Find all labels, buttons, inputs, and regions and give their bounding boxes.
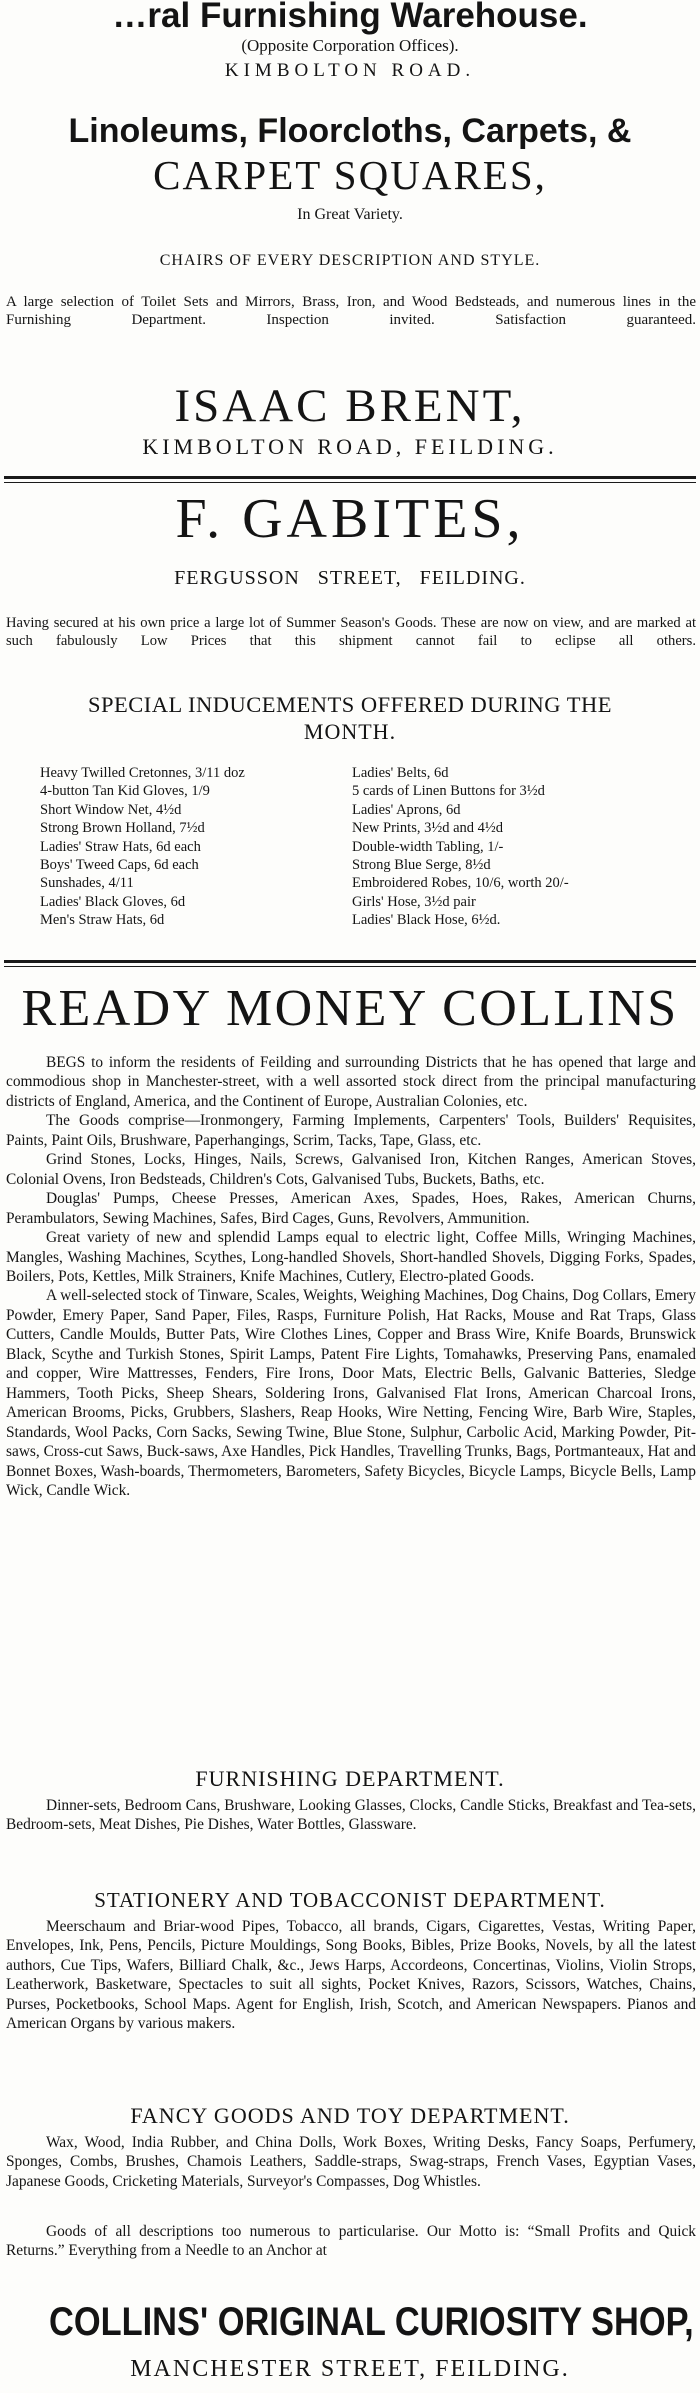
furnishing-department-text — [0, 1796, 700, 1835]
gabites-special-line1: SPECIAL INDUCEMENTS OFFERED DURING THE — [87, 692, 613, 717]
price-item-right: 5 cards of Linen Buttons for 3½d — [352, 783, 545, 800]
stationery-department-text — [0, 1917, 700, 2034]
brent-products: Linoleums, Floorcloths, Carpets, & — [68, 112, 632, 150]
collins-paragraph: Douglas' Pumps, Cheese Presses, American Axes, Spades, Hoes, Rakes, American Churns, Perambulators, Sewing Machines, Safes, Bird Cages, Guns, Revolvers, Ammunition. — [6, 1190, 696, 1227]
price-item-left: 4-button Tan Kid Gloves, 1/9 — [40, 783, 210, 800]
brent-chairs: CHAIRS OF EVERY DESCRIPTION AND STYLE. — [159, 252, 541, 269]
fancy-goods-department-text — [0, 2133, 700, 2191]
gabites-address: FERGUSSON STREET, FEILDING. — [174, 567, 526, 589]
collins-shop-name: COLLINS' ORIGINAL CURIOSITY SHOP, — [49, 2300, 694, 2344]
price-item-right: Ladies' Black Hose, 6½d. — [352, 912, 501, 929]
collins-paragraph: Grind Stones, Locks, Hinges, Nails, Screws, Galvanised Iron, Kitchen Ranges, American Stoves, Colonial Ovens, Iron Bedsteads, Children's Cots, Galvanised Tubs, Buckets, Baths, etc. — [6, 1151, 696, 1188]
section-divider — [4, 960, 696, 963]
brent-opposite: (Opposite Corporation Offices). — [241, 36, 459, 55]
gabites-special-line2: MONTH. — [303, 719, 397, 744]
stationery-department-title: STATIONERY AND TOBACCONIST DEPARTMENT. — [94, 1888, 606, 1912]
price-item-right: Ladies' Aprons, 6d — [352, 801, 461, 818]
stationery-text: Meerschaum and Briar-wood Pipes, Tobacco, all brands, Cigars, Cigarettes, Vestas, Writing Paper, Envelopes, Ink, Pens, Pencils, Picture Mouldings, Song Books, Bibles, Prize Books, Novels, by all the latest authors, Cue Tips, Wafers, Billiard Chalk, &c., Jews Harps, Accordeons, Concertinas, Violins, Violin Strops, Leatherwork, Basketware, Spectacles to suit all sights, Pocket Knives, Razors, Scissors, Watches, Chains, Purses, Pocketbooks, School Maps. Agent for English, Irish, Scotch, and American Newspapers. Pianos and American Organs by various makers. — [6, 1918, 696, 2033]
price-item-right: Strong Blue Serge, 8½d — [352, 856, 491, 873]
brent-address: KIMBOLTON ROAD. — [224, 60, 476, 81]
section-divider-thin — [4, 966, 696, 967]
brent-carpet-squares: CARPET SQUARES, — [153, 152, 547, 198]
fancy-text: Wax, Wood, India Rubber, and China Dolls, Work Boxes, Writing Desks, Fancy Soaps, Perfumery, Sponges, Combs, Brushes, Chamois Leathers, Saddle-straps, Swag-straps, French Vases, Egyptian Vases, Japanese Goods, Cricketing Materials, Surveyor's Compasses, Dog Whistles. — [6, 2134, 696, 2190]
collins-paragraph: Great variety of new and splendid Lamps equal to electric light, Coffee Mills, Wringing Machines, Mangles, Washing Machines, Scythes, Long-handled Shovels, Short-handled Shovels, Digging Forks, Spades, Boilers, Pots, Kettles, Milk Strainers, Knife Machines, Cutlery, Electro-plated Goods. — [6, 1229, 696, 1285]
gabites-intro: Having secured at his own price a large lot of Summer Season's Goods. These are now on view, and are marked at such fabulously Low Prices that this shipment cannot fail to eclipse all others. — [6, 615, 696, 649]
section-divider-thin — [4, 482, 696, 483]
brent-footer-address: KIMBOLTON ROAD, FEILDING. — [142, 434, 558, 459]
price-item-left: Heavy Twilled Cretonnes, 3/11 doz — [40, 765, 245, 781]
price-item-left: Men's Straw Hats, 6d — [40, 912, 165, 929]
collins-intro: BEGS to inform the residents of Feilding and surrounding Districts that he has opened that large and commodious shop in Manchester-street, with a well assorted stock direct from the principal manufacturing districts of England, America, and the Continent of Europe, Australian Colonies, etc. — [6, 1054, 696, 1110]
price-item-left: Ladies' Straw Hats, 6d each — [40, 838, 201, 855]
price-item-right: Girls' Hose, 3½d pair — [352, 893, 476, 910]
brent-headline: …ral Furnishing Warehouse. — [112, 0, 588, 35]
price-item-left: Strong Brown Holland, 7½d — [40, 820, 205, 837]
furnishing-text: Dinner-sets, Bedroom Cans, Brushware, Looking Glasses, Clocks, Candle Sticks, Breakfast and Tea-sets, Bedroom-sets, Meat Dishes, Pie Dishes, Water Bottles, Glassware. — [6, 1797, 696, 1834]
gabites-left-price-list — [40, 764, 245, 930]
collins-paragraph: The Goods comprise—Ironmongery, Farming Implements, Carpenters' Tools, Builders' Requisites, Paints, Paint Oils, Brushware, Paperhangings, Scrim, Tacks, Tape, Glass, etc. — [6, 1112, 696, 1149]
fancy-goods-department-title: FANCY GOODS AND TOY DEPARTMENT. — [130, 2103, 570, 2128]
brent-variety: In Great Variety. — [297, 206, 403, 223]
collins-closing-text: Goods of all descriptions too numerous to particularise. Our Motto is: “Small Profits and Quick Returns.” Everything from a Needle to an Anchor at — [6, 2223, 696, 2260]
price-item-right: New Prints, 3½d and 4½d — [352, 820, 504, 837]
furnishing-department-title: FURNISHING DEPARTMENT. — [195, 1766, 505, 1791]
price-item-left: Short Window Net, 4½d — [40, 801, 182, 818]
price-item-left: Sunshades, 4/11 — [40, 875, 134, 892]
gabites-name: F. GABITES, — [175, 488, 525, 550]
price-item-left: Ladies' Black Gloves, 6d — [40, 893, 186, 910]
price-item-right: Double-width Tabling, 1/- — [352, 838, 504, 855]
brent-description: A large selection of Toilet Sets and Mirrors, Brass, Iron, and Wood Bedsteads, and numerous lines in the Furnishing Department. Inspection invited. Satisfaction guaranteed. — [6, 294, 696, 328]
gabites-right-price-list — [352, 764, 569, 930]
collins-paragraph: A well-selected stock of Tinware, Scales, Weights, Weighing Machines, Dog Chains, Dog Collars, Emery Powder, Emery Paper, Sand Paper, Files, Rasps, Furniture Polish, Hat Racks, Mouse and Rat Traps, Glass Cutters, Candle Moulds, Butter Pats, Wire Clothes Lines, Copper and Brass Wire, Knife Boards, Brunswick Black, Scythe and Turkish Stones, Spirit Lamps, Patent Fire Lights, Tomahawks, Preserving Pans, enamaled and copper, Wire Mattresses, Fenders, Fire Irons, Door Mats, Electric Bells, Galvanic Batteries, Sledge Hammers, Tooth Picks, Sheep Shears, Soldering Irons, Galvanised Flat Irons, American Charcoal Irons, American Brooms, Picks, Grubbers, Slashers, Reap Hooks, Wire Netting, Fencing Wire, Barb Wire, Staples, Standards, Wool Packs, Corn Sacks, Sewing Twine, Blue Stone, Sulphur, Carbolic Acid, Marking Powder, Pit-saws, Cross-cut Saws, Buck-saws, Axe Handles, Pick Handles, Travelling Trunks, Bags, Portmanteaux, Hat and Bonnet Boxes, Wash-boards, Thermometers, Barometers, Safety Bicycles, Bicycle Lamps, Bicycle Bells, Lamp Wick, Candle Wick. — [6, 1287, 696, 1499]
price-item-left: Boys' Tweed Caps, 6d each — [40, 856, 199, 873]
collins-closing — [0, 2222, 700, 2261]
collins-shop-address: MANCHESTER STREET, FEILDING. — [130, 2356, 570, 2382]
collins-headline: READY MONEY COLLINS — [21, 980, 679, 1037]
brent-proprietor: ISAAC BRENT, — [174, 380, 526, 432]
section-divider — [4, 476, 696, 479]
price-item-right: Embroidered Robes, 10/6, worth 20/- — [352, 875, 569, 892]
collins-body — [0, 1053, 700, 1500]
price-item-right: Ladies' Belts, 6d — [352, 765, 449, 781]
